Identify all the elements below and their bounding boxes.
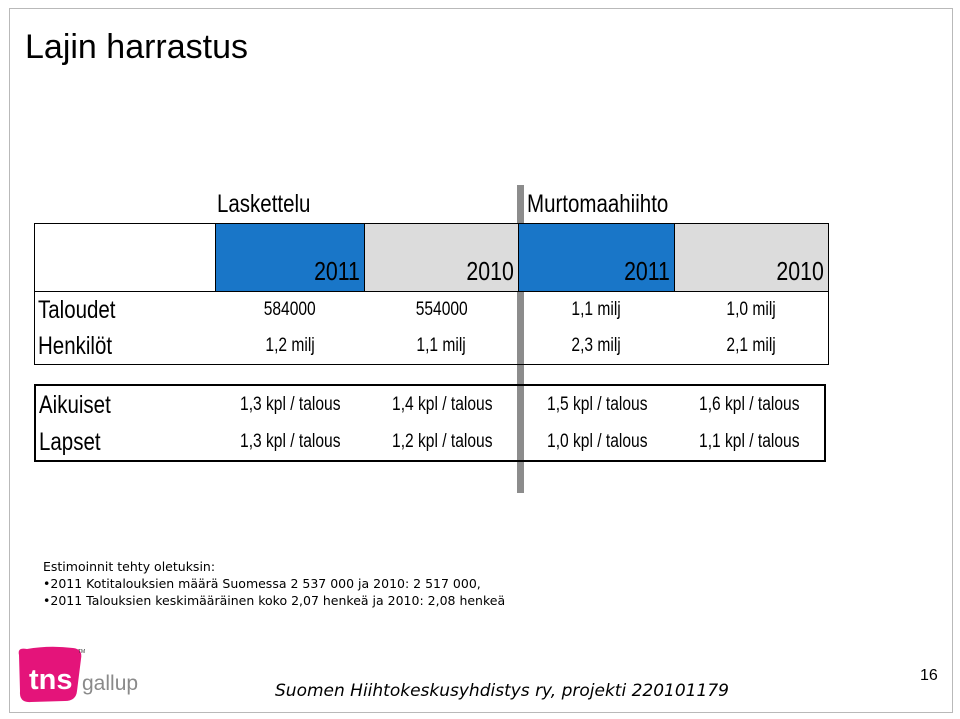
table-cell: 1,4 kpl / talous bbox=[391, 394, 493, 415]
slide-title: Lajin harrastus bbox=[25, 28, 249, 66]
tns-gallup-logo bbox=[15, 645, 140, 710]
table-cell: 1,5 kpl / talous bbox=[546, 394, 648, 415]
page-number: 16 bbox=[920, 667, 938, 684]
year-header-murtomaahiihto-2011: 2011 bbox=[519, 224, 675, 292]
header-corner bbox=[35, 224, 216, 292]
year-header-laskettelu-2011: 2011 bbox=[216, 224, 365, 292]
table-cell: 1,3 kpl / talous bbox=[240, 431, 341, 452]
table-cell: 1,2 milj bbox=[265, 335, 315, 356]
section-murtomaahiihto: Murtomaahiihto bbox=[527, 190, 669, 218]
footer-text: Suomen Hiihtokeskusyhdistys ry, projekti 220101179 bbox=[275, 681, 729, 701]
year-header-laskettelu-2010: 2010 bbox=[365, 224, 519, 292]
table-cell: 1,0 milj bbox=[726, 299, 776, 320]
table-cell: 554000 bbox=[415, 299, 468, 320]
tns-logo-icon bbox=[15, 645, 140, 705]
svg-text:tns: tns bbox=[29, 664, 73, 696]
year-header-murtomaahiihto-2010: 2010 bbox=[675, 224, 829, 292]
table-cell: 1,0 kpl / talous bbox=[546, 431, 648, 452]
table-cell: 584000 bbox=[264, 299, 316, 320]
notes-item: •2011 Talouksien keskimääräinen koko 2,07 henkeä ja 2010: 2,08 henkeä bbox=[43, 593, 506, 608]
row-label-henkilot: Henkilöt bbox=[38, 331, 113, 360]
row-label-taloudet: Taloudet bbox=[38, 295, 116, 324]
table-cell: 1,6 kpl / talous bbox=[699, 394, 800, 415]
equipment-table bbox=[34, 384, 826, 462]
table-cell: 1,3 kpl / talous bbox=[240, 394, 341, 415]
summary-table-households bbox=[34, 223, 829, 365]
svg-text:TM: TM bbox=[78, 649, 86, 655]
table-cell: 1,1 kpl / talous bbox=[699, 431, 800, 452]
notes-heading: Estimoinnit tehty oletuksin: bbox=[43, 559, 216, 574]
table-cell: 1,1 milj bbox=[416, 335, 467, 356]
section-laskettelu: Laskettelu bbox=[217, 190, 311, 218]
notes-item: •2011 Kotitalouksien määrä Suomessa 2 537 000 ja 2010: 2 517 000, bbox=[43, 576, 481, 591]
table-cell: 1,1 milj bbox=[571, 299, 622, 320]
table-cell: 2,1 milj bbox=[726, 335, 776, 356]
estimation-notes bbox=[43, 558, 505, 609]
svg-text:gallup: gallup bbox=[82, 672, 139, 695]
row-label-aikuiset: Aikuiset bbox=[39, 390, 111, 419]
row-label-lapset: Lapset bbox=[39, 427, 101, 456]
table-cell: 1,2 kpl / talous bbox=[391, 431, 493, 452]
table-cell: 2,3 milj bbox=[571, 335, 622, 356]
